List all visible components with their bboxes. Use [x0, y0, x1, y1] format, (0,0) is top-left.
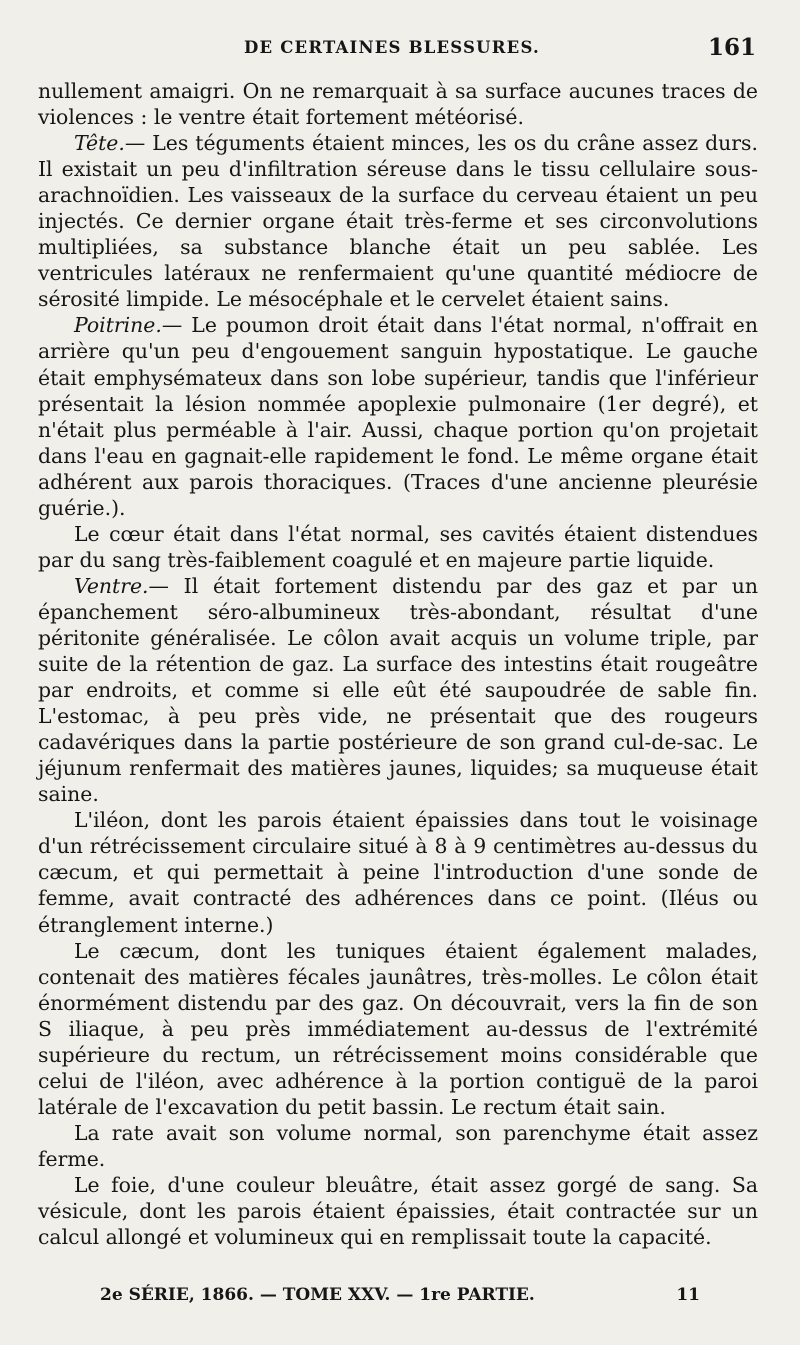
paragraph [38, 312, 758, 520]
paragraph [38, 521, 758, 573]
paragraph-text: L'iléon, dont les parois étaient épaissies dans tout le voisinage d'un rétrécissement circulaire situé à 8 à 9 centimètres au-dessus du cæcum, et qui permettait à peine l'introduction d'une sonde de femme, avait contracté des adhérences dans ce point. (Iléus ou étranglement interne.) [38, 808, 758, 937]
paragraph-text: nullement amaigri. On ne remarquait à sa surface aucunes traces de violences : le ventre était fortement météorisé. [38, 79, 758, 130]
paragraph [38, 1172, 758, 1250]
footer-signature: 11 [676, 1285, 700, 1305]
running-title: DE CERTAINES BLESSURES. [244, 38, 540, 57]
paragraph-text: — Les téguments étaient minces, les os du crâne assez durs. Il existait un peu d'infiltration séreuse dans le tissu cellulaire sous-arachnoïdien. Les vaisseaux de la surface du cerveau étaient un peu injectés. Ce dernier organe était très-ferme et ses circonvolutions multipliées, sa substance blanche était un peu sablée. Les ventricules latéraux ne renfermaient qu'une quantité médiocre de sérosité limpide. Le mésocéphale et le cervelet étaient sains. [38, 131, 758, 312]
paragraph [38, 938, 758, 1120]
section-label: Poitrine. [74, 313, 162, 338]
section-label: Ventre. [74, 573, 149, 598]
section-label: Tête. [74, 131, 125, 156]
page-number: 161 [707, 34, 756, 61]
paragraph [38, 1120, 758, 1172]
paragraph-text: — Il était fortement distendu par des gaz et par un épanchement séro-albumineux très-abondant, résultat d'une péritonite généralisée. Le côlon avait acquis un volume triple, par suite de la rétention de gaz. La surface des intestins était rougeâtre par endroits, et comme si elle eût été saupoudrée de sable fin. L'estomac, à peu près vide, ne présentait que des rougeurs cadavériques dans la partie postérieure de son grand cul-de-sac. Le jéjunum renfermait des matières jaunes, liquides; sa muqueuse était saine. [38, 573, 758, 807]
paragraph-text: Le foie, d'une couleur bleuâtre, était assez gorgé de sang. Sa vésicule, dont les parois étaient épaissies, était contractée sur un calcul allongé et volumineux qui en remplissait toute la capacité. [38, 1172, 758, 1250]
footer-series: 2e SÉRIE, 1866. — TOME XXV. — 1re PARTIE. [100, 1285, 535, 1305]
body-text [38, 78, 758, 1250]
page-header [38, 30, 758, 78]
paragraph [38, 130, 758, 312]
paragraph-text: Le cæcum, dont les tuniques étaient également malades, contenait des matières fécales jaunâtres, très-molles. Le côlon était énormément distendu par des gaz. On découvrait, vers la fin de son S iliaque, à peu près immédiatement au-dessus de l'extrémité supérieure du rectum, un rétrécissement moins considérable que celui de l'iléon, avec adhérence à la portion contiguë de la paroi latérale de l'excavation du petit bassin. Le rectum était sain. [38, 938, 758, 1119]
page-footer [100, 1285, 700, 1305]
paragraph [38, 807, 758, 937]
paragraph [38, 78, 758, 130]
paragraph [38, 573, 758, 807]
paragraph-text: — Le poumon droit était dans l'état normal, n'offrait en arrière qu'un peu d'engouement sanguin hypostatique. Le gauche était emphysémateux dans son lobe supérieur, tandis que l'inférieur présentait la lésion nommée apoplexie pulmonaire (1er degré), et n'était plus perméable à l'air. Aussi, chaque portion qu'on projetait dans l'eau en gagnait-elle rapidement le fond. Le même organe était adhérent aux parois thoraciques. (Traces d'une ancienne pleurésie guérie.). [38, 313, 758, 520]
paragraph-text: Le cœur était dans l'état normal, ses cavités étaient distendues par du sang très-faiblement coagulé et en majeure partie liquide. [38, 521, 758, 572]
paragraph-text: La rate avait son volume normal, son parenchyme était assez ferme. [38, 1120, 758, 1171]
